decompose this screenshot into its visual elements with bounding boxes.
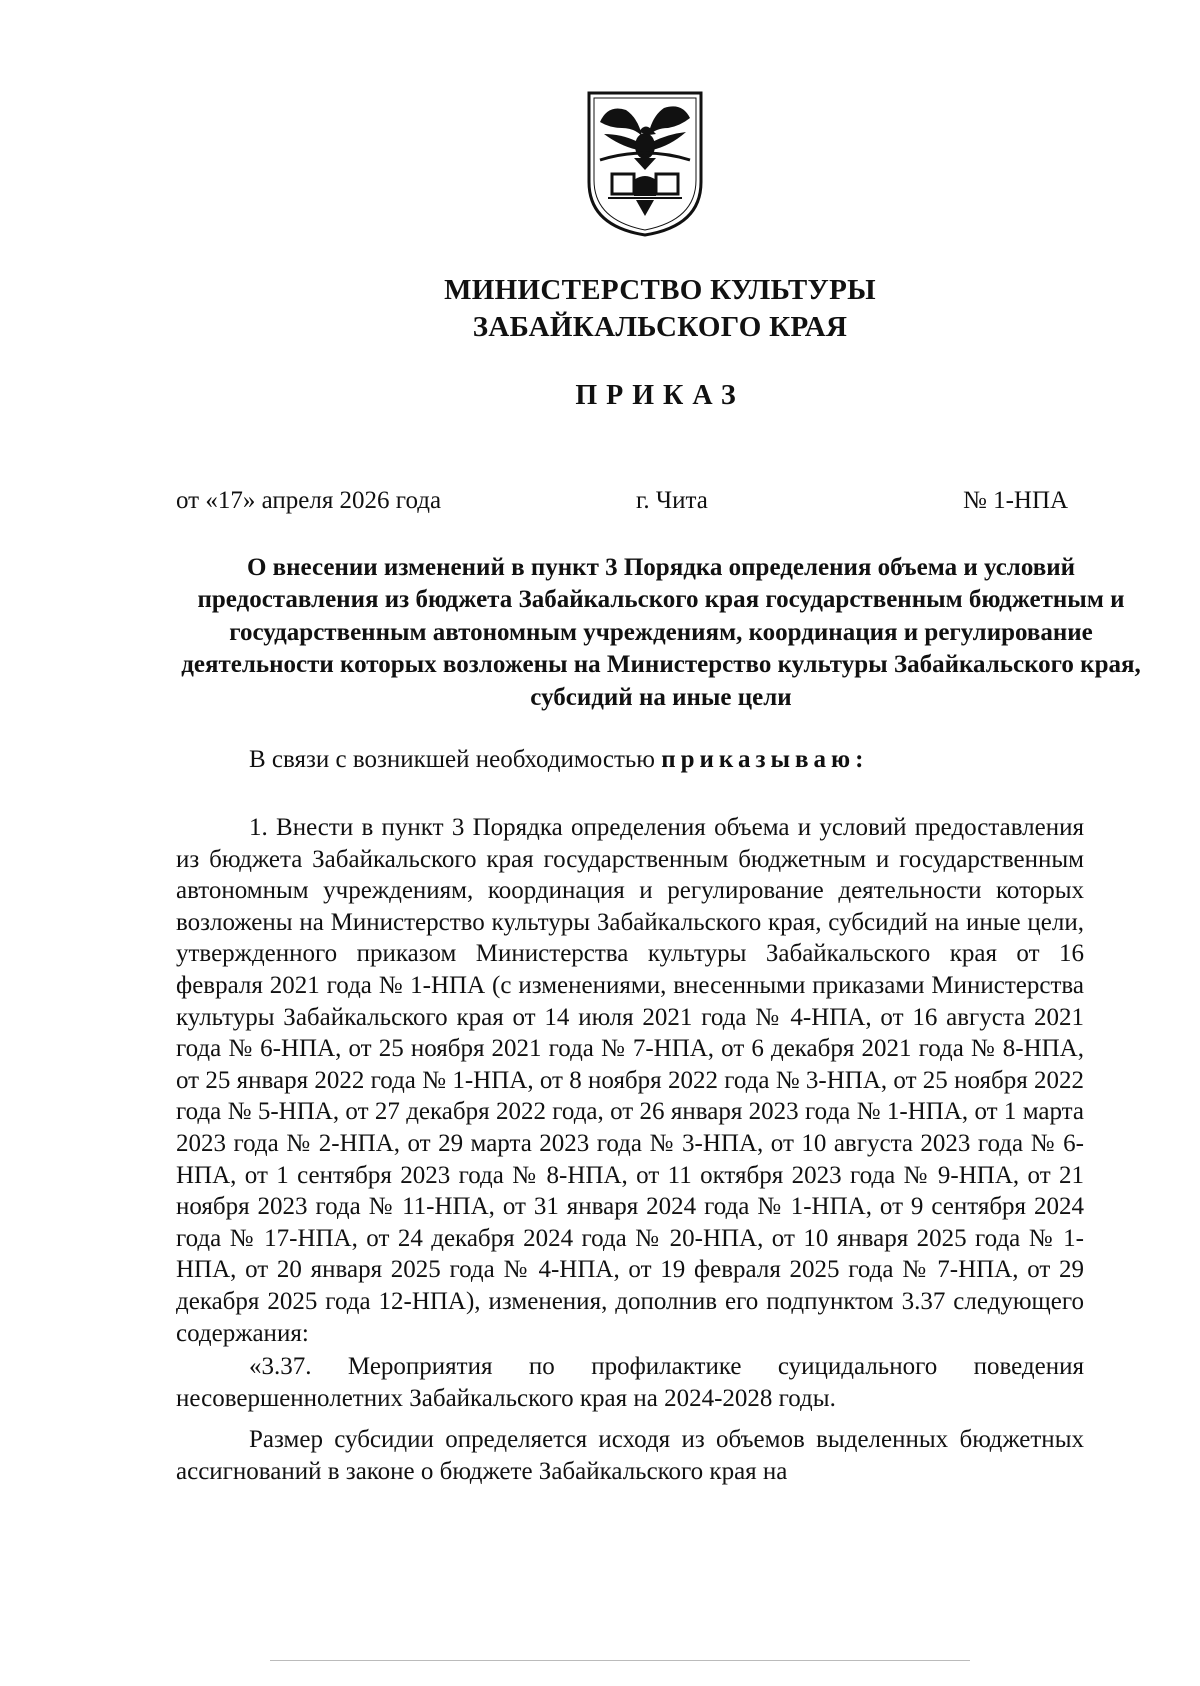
preamble-text: В связи с возникшей необходимостью <box>249 746 655 773</box>
ministry-name <box>300 272 1020 346</box>
body-quote-3-37: «3.37. Мероприятия по профилактике суицидального поведения несовершеннолетних Забайкальского края на 2024-2028 годы. <box>176 1353 1084 1412</box>
ministry-name-line2: ЗАБАЙКАЛЬСКОГО КРАЯ <box>472 311 848 343</box>
body-paragraph-2: Размер субсидии определяется исходя из объемов выделенных бюджетных ассигнований в законе о бюджете Забайкальского края на <box>176 1426 1084 1485</box>
order-date: от «17» апреля 2026 года <box>176 487 442 514</box>
preamble <box>249 746 868 774</box>
document-type: ПРИКАЗ <box>575 380 745 411</box>
coat-of-arms-icon <box>586 90 704 238</box>
order-city: г. Чита <box>636 487 708 514</box>
page-bottom-line <box>270 1660 970 1661</box>
order-body <box>176 812 1084 1487</box>
ministry-name-line1: МИНИСТЕРСТВО КУЛЬТУРЫ <box>444 274 876 306</box>
order-title: О внесении изменений в пункт 3 Порядка определения объема и условий предоставления из бюджета Забайкальского края государственным бюджетным и государственным автономным учреждениям, координация и регулирование деятельности которых возложены на Министерство культуры Забайкальского края, субсидий на иные цели <box>181 554 1141 711</box>
preamble-command: приказываю: <box>661 746 869 773</box>
order-number: № 1-НПА <box>963 487 1069 514</box>
body-paragraph-1: 1. Внести в пункт 3 Порядка определения объема и условий предоставления из бюджета Забайкальского края государственным бюджетным и государственным автономным учреждениям, координация и регулирование деятельности которых возложены на Министерство культуры Забайкальского края, субсидий на иные цели, утвержденного приказом Министерства культуры Забайкальского края от 16 февраля 2021 года № 1-НПА (с изменениями, внесенными приказами Министерства культуры Забайкальского края от 14 июля 2021 года № 4-НПА, от 16 августа 2021 года № 6-НПА, от 25 ноября 2021 года № 7-НПА, от 6 декабря 2021 года № 8-НПА, от 25 января 2022 года № 1-НПА, от 8 ноября 2022 года № 3-НПА, от 25 ноября 2022 года № 5-НПА, от 27 декабря 2022 года, от 26 января 2023 года № 1-НПА, от 1 марта 2023 года № 2-НПА, от 29 марта 2023 года № 3-НПА, от 10 августа 2023 года № 6-НПА, от 1 сентября 2023 года № 8-НПА, от 11 октября 2023 года № 9-НПА, от 21 ноября 2023 года № 11-НПА, от 31 января 2024 года № 1-НПА, от 9 сентября 2024 года № 17-НПА, от 24 декабря 2024 года № 20-НПА, от 10 января 2025 года № 1-НПА, от 20 января 2025 года № 4-НПА, от 19 февраля 2025 года № 7-НПА, от 29 декабря 2025 года 12-НПА), изменения, дополнив его подпунктом 3.37 следующего содержания: <box>176 814 1084 1347</box>
